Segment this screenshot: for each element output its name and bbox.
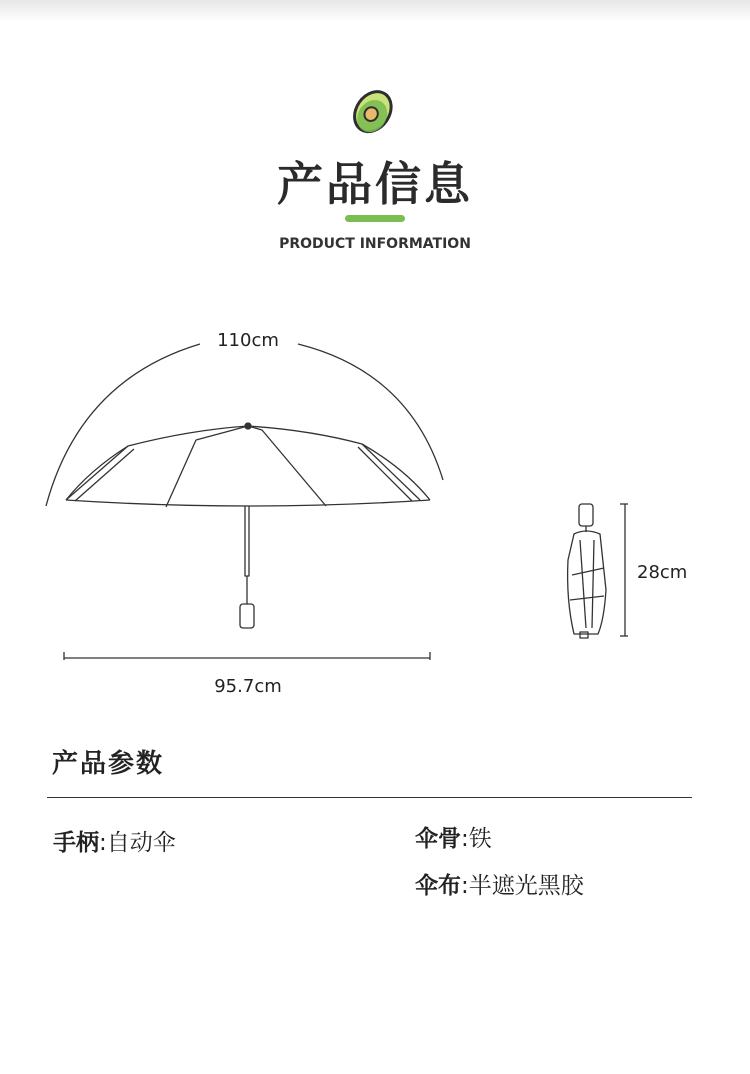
param-key: 伞骨 xyxy=(415,826,461,852)
length-dimension xyxy=(620,504,628,636)
param-frame xyxy=(415,820,492,853)
params-divider xyxy=(47,797,692,798)
param-handle xyxy=(53,824,176,857)
folded-length-label: 28cm xyxy=(637,562,688,583)
param-separator: : xyxy=(99,830,107,856)
open-span-label: 110cm xyxy=(217,330,279,351)
width-dimension xyxy=(64,652,430,660)
page-title: 产品信息 xyxy=(277,157,473,211)
param-separator: : xyxy=(461,873,469,899)
open-width-label: 95.7cm xyxy=(214,676,282,697)
folded-umbrella xyxy=(568,504,606,638)
param-fabric xyxy=(415,867,584,900)
param-key: 伞布 xyxy=(415,873,461,899)
open-umbrella xyxy=(66,423,430,628)
param-value: 铁 xyxy=(468,826,492,852)
param-value: 自动伞 xyxy=(106,830,176,856)
page-subtitle: PRODUCT INFORMATION xyxy=(279,236,471,252)
param-key: 手柄 xyxy=(53,830,99,856)
param-separator: : xyxy=(461,826,469,852)
param-value: 半遮光黑胶 xyxy=(468,873,584,899)
params-title: 产品参数 xyxy=(52,749,165,779)
